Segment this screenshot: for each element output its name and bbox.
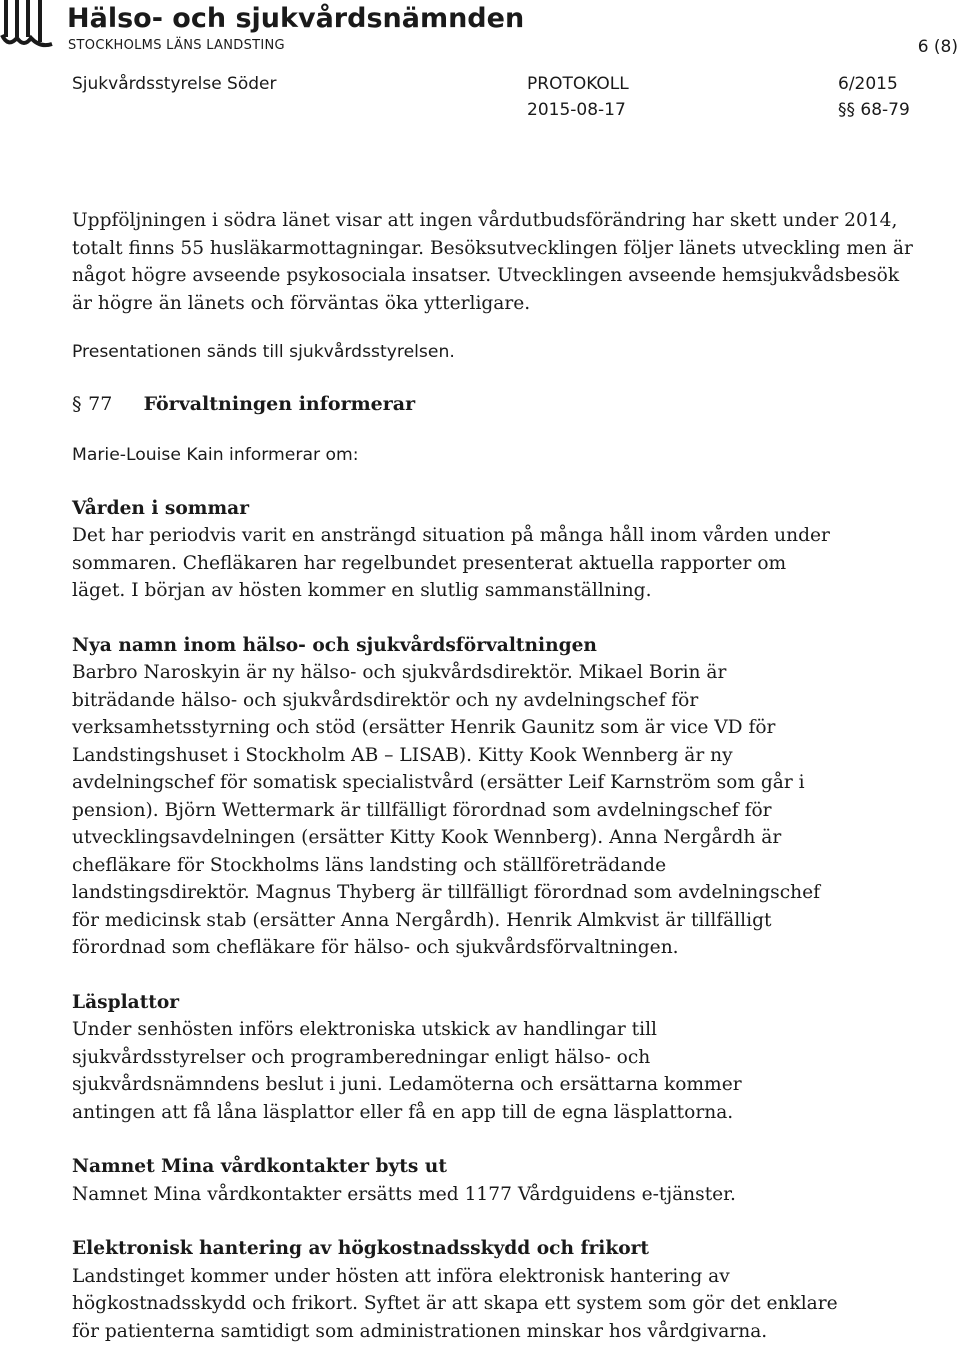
text-line: för patienterna samtidigt som administrationen minskar hos vårdgivarna. (72, 1321, 767, 1342)
text-line: förordnad som chefläkare för hälso- och sjukvårdsförvaltningen. (72, 937, 679, 958)
text-line: högkostnadsskydd och frikort. Syftet är att skapa ett system som gör det enklare (72, 1293, 838, 1314)
text-line: totalt finns 55 husläkarmottagningar. Besöksutvecklingen följer länets utveckling men är (72, 238, 913, 259)
sll-logo (0, 0, 54, 50)
text-line: avdelningschef för somatisk specialistvård (ersätter Leif Karnström som går i (72, 772, 805, 793)
topic-heading: Nya namn inom hälso- och sjukvårdsförvaltningen (72, 632, 942, 660)
topic (72, 1235, 942, 1345)
text-line: landstingsdirektör. Magnus Thyberg är tillfälligt förordnad som avdelningschef (72, 882, 820, 903)
paragraph-range: §§ 68-79 (838, 100, 910, 120)
section-title: Förvaltningen informerar (144, 393, 416, 415)
text-line: chefläkare för Stockholms läns landsting och ställföreträdande (72, 855, 666, 876)
intro-paragraph (72, 207, 942, 317)
page-number: 6 (8) (918, 37, 958, 57)
topic-heading: Namnet Mina vårdkontakter byts ut (72, 1153, 942, 1181)
section-number: 77 (88, 393, 112, 415)
text-line: sommaren. Chefläkaren har regelbundet presenterat aktuella rapporter om (72, 553, 786, 574)
topic-text (72, 1016, 942, 1126)
text-line: Landstingshuset i Stockholm AB – LISAB). Kitty Kook Wennberg är ny (72, 745, 733, 766)
document-type: PROTOKOLL (527, 74, 629, 94)
text-line: läget. I början av hösten kommer en slutlig sammanställning. (72, 580, 652, 601)
meeting-date: 2015-08-17 (527, 100, 626, 120)
text-line: sjukvårdsnämndens beslut i juni. Ledamöterna och ersättarna kommer (72, 1074, 742, 1095)
protocol-number: 6/2015 (838, 74, 898, 94)
text-line: Det har periodvis varit en ansträngd situation på många håll inom vården under (72, 525, 830, 546)
board-name: Sjukvårdsstyrelse Söder (72, 74, 276, 94)
topic-text (72, 659, 942, 962)
topic-text (72, 1181, 942, 1209)
topic-heading: Vården i sommar (72, 495, 942, 523)
text-line: Namnet Mina vårdkontakter ersätts med 1177 Vårdguidens e-tjänster. (72, 1184, 736, 1205)
org-name: Hälso- och sjukvårdsnämnden (67, 3, 524, 34)
topic-heading: Elektronisk hantering av högkostnadsskydd och frikort (72, 1235, 942, 1263)
text-line: antingen att få låna läsplattor eller få en app till de egna läsplattorna. (72, 1102, 733, 1123)
presentation-note: Presentationen sänds till sjukvårdsstyrelsen. (72, 339, 942, 367)
topic (72, 989, 942, 1127)
topic (72, 632, 942, 962)
org-subtitle: STOCKHOLMS LÄNS LANDSTING (68, 38, 285, 53)
text-line: något högre avseende psykosociala insatser. Utvecklingen avseende hemsjukvådsbesök (72, 265, 899, 286)
text-line: pension). Björn Wettermark är tillfälligt förordnad som avdelningschef för (72, 800, 772, 821)
text-line: Barbro Naroskyin är ny hälso- och sjukvårdsdirektör. Mikael Borin är (72, 662, 726, 683)
section-heading (72, 391, 942, 419)
text-line: utvecklingsavdelningen (ersätter Kitty Kook Wennberg). Anna Nergårdh är (72, 827, 781, 848)
topic (72, 495, 942, 605)
text-line: för medicinsk stab (ersätter Anna Nergårdh). Henrik Almkvist är tillfälligt (72, 910, 771, 931)
topic-text (72, 1263, 942, 1345)
text-line: Uppföljningen i södra länet visar att ingen vårdutbudsförändring har skett under 2014, (72, 210, 897, 231)
text-line: Under senhösten införs elektroniska utskick av handlingar till (72, 1019, 657, 1040)
topic-heading: Läsplattor (72, 989, 942, 1017)
text-line: Landstinget kommer under hösten att införa elektronisk hantering av (72, 1266, 730, 1287)
topic (72, 1153, 942, 1208)
informer-line: Marie-Louise Kain informerar om: (72, 442, 942, 470)
text-line: är högre än länets och förväntas öka ytterligare. (72, 293, 530, 314)
text-line: biträdande hälso- och sjukvårdsdirektör och ny avdelningschef för (72, 690, 698, 711)
text-line: verksamhetsstyrning och stöd (ersätter Henrik Gaunitz som är vice VD för (72, 717, 775, 738)
section-symbol: § (72, 393, 82, 415)
text-line: sjukvårdsstyrelser och programberedningar enligt hälso- och (72, 1047, 650, 1068)
document-body (72, 207, 942, 1345)
topic-text (72, 522, 942, 605)
